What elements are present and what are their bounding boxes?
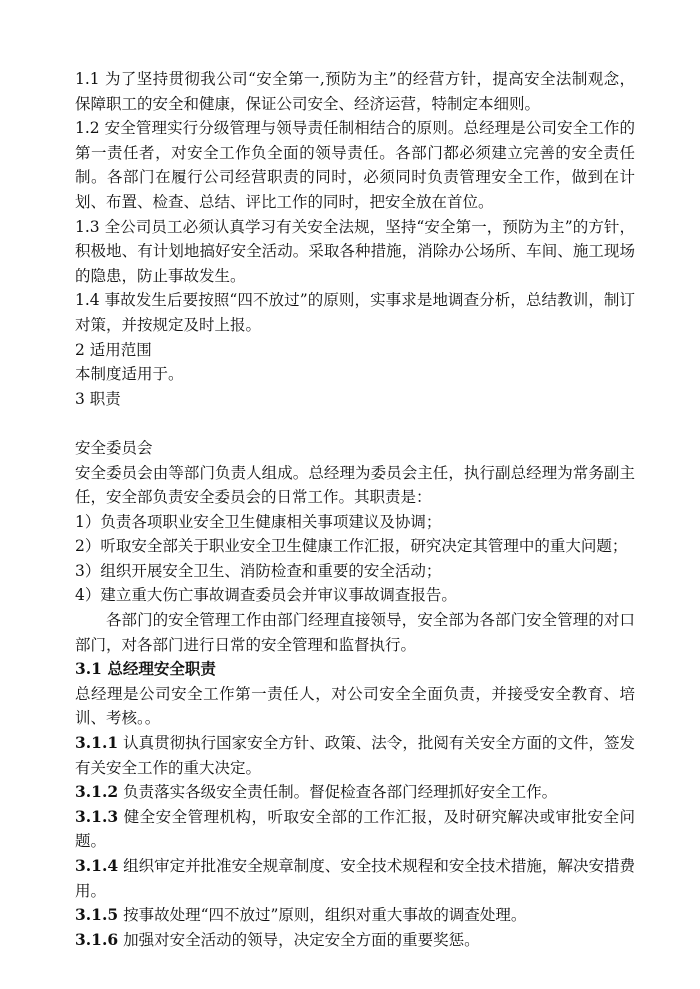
- clause-3-1-5: [75, 903, 635, 928]
- committee-duty-2: 2）听取安全部关于职业安全卫生健康工作汇报，研究决定其管理中的重大问题；: [75, 537, 628, 556]
- clause-3-1-1-text: 认真贯彻执行国家安全方针、政策、法令，批阅有关安全方面的文件，签发有关安全工作的重大决定。: [75, 734, 635, 777]
- clause-3-1-2: [75, 780, 635, 805]
- section-3-heading: 3 职责: [75, 389, 121, 408]
- clause-3-1-3-text: 健全安全管理机构，听取安全部的工作汇报，及时研究解决或审批安全问题。: [75, 807, 635, 851]
- gm-description: 总经理是公司安全工作第一责任人，对公司安全全面负责，并接受安全教育、培训、考核。。: [75, 684, 635, 728]
- clause-3-1-1: [75, 731, 635, 780]
- committee-duty-4: 4）建立重大伤亡事故调查委员会并审议事故调查报告。: [75, 586, 457, 605]
- blank-line: [75, 411, 635, 436]
- clause-3-1-4: [75, 854, 635, 903]
- clause-3-1-2-text: 负责落实各级安全责任制。督促检查各部门经理抓好安全工作。: [118, 783, 558, 802]
- clause-3-1-3: [75, 805, 635, 854]
- scope-text: 本制度适用于。: [75, 365, 184, 384]
- clause-3-1-2-number: 3.1.2: [75, 782, 119, 802]
- committee-description: 安全委员会由等部门负责人组成。总经理为委员会主任，执行副总经理为常务副主任，安全部负责安全委员会的日常工作。其职责是：: [75, 463, 635, 507]
- clause-3-1-4-number: 3.1.4: [75, 856, 119, 875]
- clause-3-1-5-number: 3.1.5: [75, 905, 119, 925]
- clause-1-3: 1.3 全公司员工必须认真学习有关安全法规，坚持“安全第一，预防为主”的方针，积极地、有计划地搞好安全活动。采取各种措施，消除办公场所、车间、施工现场的隐患，防止事故发生。: [75, 217, 635, 285]
- clause-3-1-4-text: 组织审定并批准安全规章制度、安全技术规程和安全技术措施，解决安措费用。: [75, 857, 635, 900]
- committee-title: 安全委员会: [75, 438, 153, 457]
- clause-1-2: 1.2 安全管理实行分级管理与领导责任制相结合的原则。总经理是公司安全工作的第一责任者，对安全工作负全面的领导责任。各部门都必须建立完善的安全责任制。各部门在履行公司经营职责的同时，必须同时负责管理安全工作，做到在计划、布置、检查、总结、评比工作的同时，把安全放在首位。: [75, 119, 635, 211]
- clause-1-4: 1.4 事故发生后要按照“四不放过”的原则，实事求是地调查分析，总结教训，制订对策，并按规定及时上报。: [75, 291, 635, 334]
- document-body: [75, 67, 635, 952]
- section-3-1-heading: 3.1 总经理安全职责: [75, 659, 216, 679]
- clause-1-1: 1.1 为了坚持贯彻我公司“安全第一,预防为主”的经营方针，提高安全法制观念，保障职工的安全和健康，保证公司安全、经济运营，特制定本细则。: [75, 70, 635, 113]
- clause-3-1-6-text: 加强对安全活动的领导，决定安全方面的重要奖惩。: [118, 930, 480, 949]
- committee-duty-3: 3）组织开展安全卫生、消防检查和重要的安全活动；: [75, 561, 442, 580]
- committee-duty-1: 1）负责各项职业安全卫生健康相关事项建议及协调；: [75, 512, 442, 531]
- department-management: 各部门的安全管理工作由部门经理直接领导，安全部为各部门安全管理的对口部门，对各部门进行日常的安全管理和监督执行。: [75, 611, 635, 654]
- clause-3-1-6: [75, 928, 635, 953]
- clause-3-1-3-number: 3.1.3: [75, 806, 119, 826]
- clause-3-1-1-number: 3.1.1: [75, 733, 119, 753]
- clause-3-1-5-text: 按事故处理“四不放过”原则，组织对重大事故的调查处理。: [118, 906, 527, 925]
- clause-3-1-6-number: 3.1.6: [75, 929, 119, 949]
- section-2-heading: 2 适用范围: [75, 340, 152, 359]
